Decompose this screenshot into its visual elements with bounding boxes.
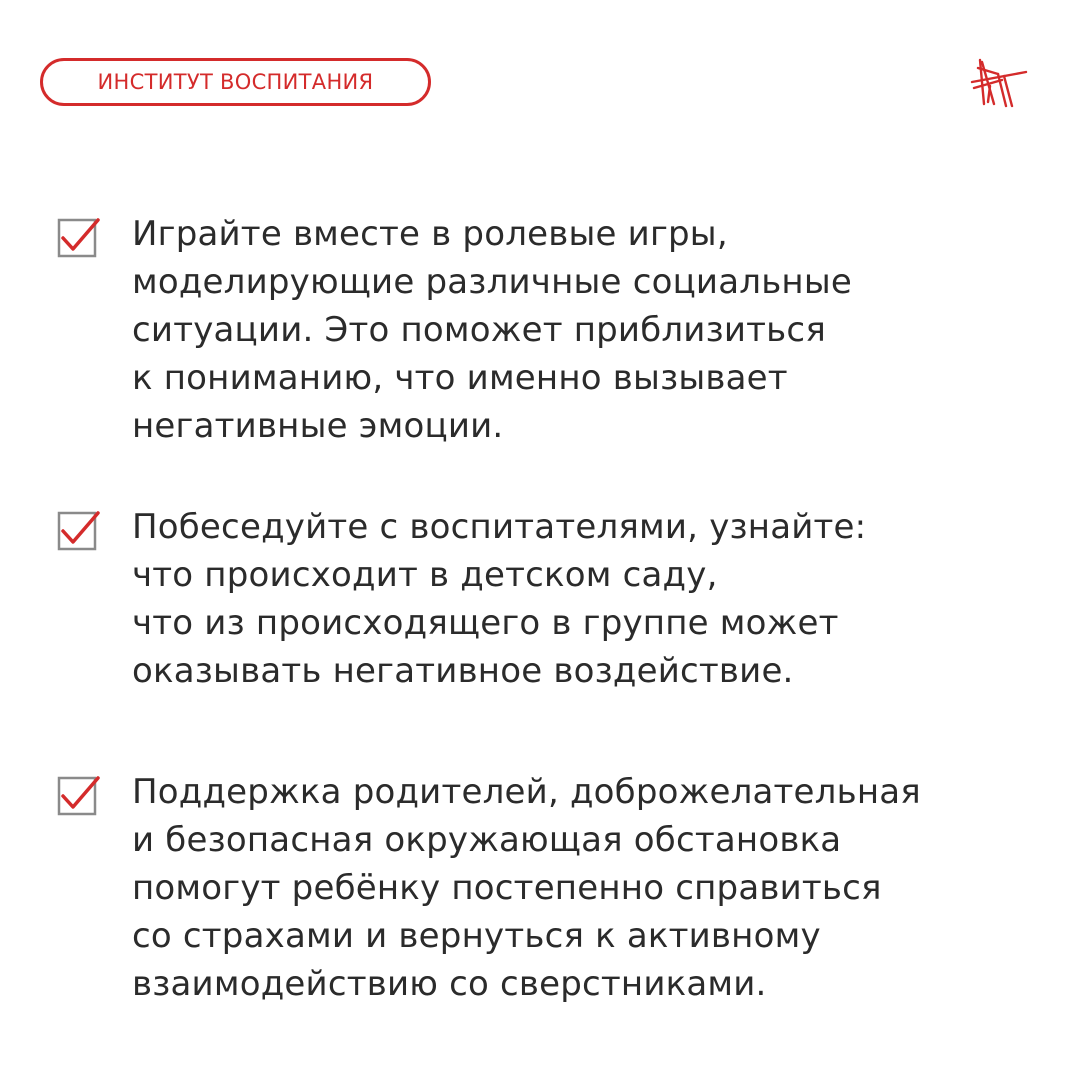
tip-text: Поддержка родителей, доброжелательная и безопасная окружающая обстановка помогут ребёнку постепенно справиться со страхами и вернуться к активному взаимодействию со сверстниками. xyxy=(132,772,921,1004)
header-badge xyxy=(40,58,431,106)
checkbox-checked-icon xyxy=(56,507,102,553)
header-badge-label: ИНСТИТУТ ВОСПИТАНИЯ xyxy=(97,70,374,94)
tip-text: Побеседуйте с воспитателями, узнайте: что происходит в детском саду, что из происходящего в группе может оказывать негативное воздействие. xyxy=(132,507,867,691)
institute-logo-icon xyxy=(968,58,1030,108)
checkbox-checked-icon xyxy=(56,214,102,260)
checkbox-checked-icon xyxy=(56,772,102,818)
tip-text: Играйте вместе в ролевые игры, моделирующие различные социальные ситуации. Это поможет приблизиться к пониманию, что именно вызывает негативные эмоции. xyxy=(132,214,853,446)
